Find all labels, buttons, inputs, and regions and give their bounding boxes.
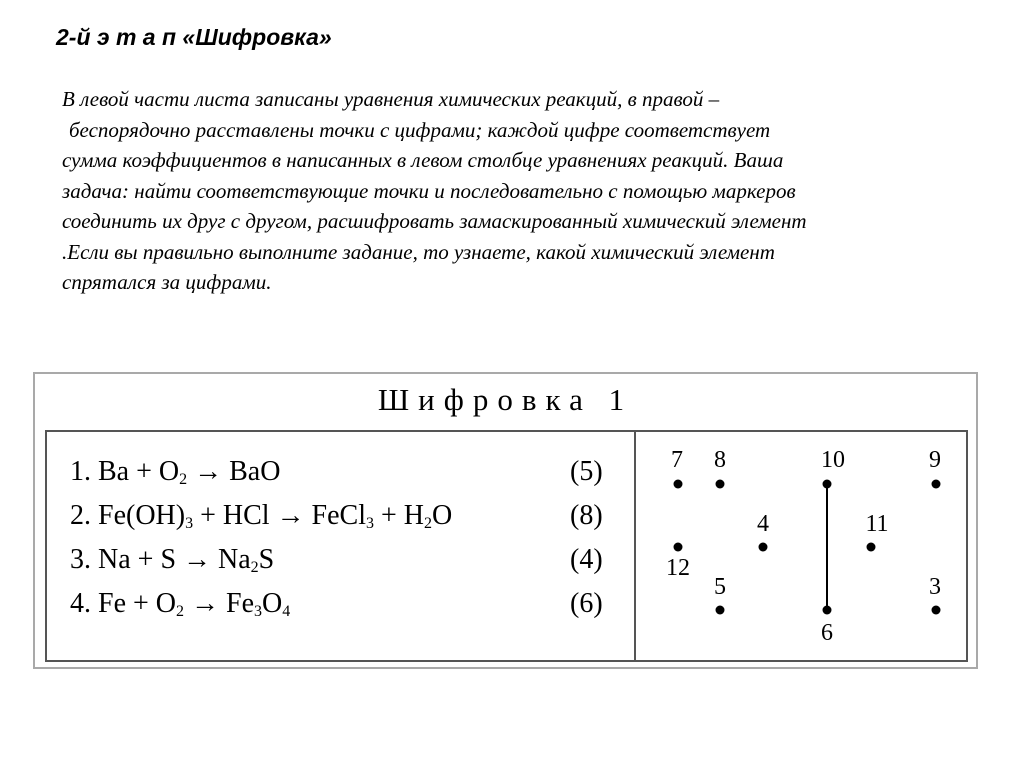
description-line: соединить их друг с другом, расшифровать замаскированный химический элемент: [62, 209, 807, 233]
equation-number: 3.: [70, 544, 91, 575]
equation-text: $Fe + O_2 \to Fe_3O_4$: [98, 588, 291, 620]
equation-number: 2.: [70, 500, 91, 531]
description-line: сумма коэффициентов в написанных в левом столбце уравнениях реакций. Ваша: [62, 148, 784, 172]
coefficient-sum-3: (4): [570, 544, 603, 575]
dot-5: [714, 574, 726, 615]
dot-field: [47, 432, 966, 660]
dot-8: [714, 447, 726, 489]
task-description: [62, 84, 982, 298]
svg-text:12: 12: [666, 555, 690, 581]
svg-text:11: 11: [865, 511, 889, 537]
dot-3: [929, 574, 941, 615]
equation-number: 1.: [70, 456, 91, 487]
coefficient-sum-4: (6): [570, 588, 603, 619]
equation-text: $Fe(OH)_3$ + HCl → FeCl$_3$ + $H_2O$: [98, 500, 453, 532]
equation-number: 4.: [70, 588, 91, 619]
dot-11: [865, 511, 888, 552]
coefficient-sum-2: (8): [570, 500, 603, 531]
description-line: В левой части листа записаны уравнения химических реакций, в правой –: [62, 87, 720, 111]
dot-9: [929, 447, 941, 489]
dot-10: [821, 447, 845, 489]
description-line: задача: найти соответствующие точки и последовательно с помощью маркеров: [62, 178, 796, 203]
equation-text: $Na + S \to Na_2S$: [98, 544, 275, 576]
svg-text:3: 3: [929, 574, 941, 600]
description-line: .Если вы правильно выполните задание, то узнаете, какой химический элемент: [62, 239, 775, 264]
description-line: спрятался за цифрами.: [62, 270, 272, 294]
equation-text: $Ba + O_2$ → BaO: [98, 456, 281, 488]
svg-text:10: 10: [821, 447, 845, 473]
dot-4: [757, 511, 769, 552]
svg-text:7: 7: [671, 447, 683, 473]
dot-12: [666, 543, 690, 582]
cipher-panel: [33, 372, 978, 669]
description-line: беспорядочно расставлены точки с цифрами; каждой цифре соответствует: [69, 117, 771, 142]
svg-text:8: 8: [714, 447, 726, 473]
dot-6: [821, 606, 833, 647]
svg-text:4: 4: [757, 511, 769, 537]
cipher-table: [45, 430, 968, 662]
svg-text:9: 9: [929, 447, 941, 473]
dot-7: [671, 447, 683, 489]
coefficient-sum-1: (5): [570, 456, 603, 487]
cipher-title: Шифровка 1: [377, 382, 634, 417]
page-heading: 2-й э т а п «Шифровка»: [56, 24, 332, 50]
svg-text:5: 5: [714, 574, 726, 600]
svg-text:6: 6: [821, 620, 833, 646]
